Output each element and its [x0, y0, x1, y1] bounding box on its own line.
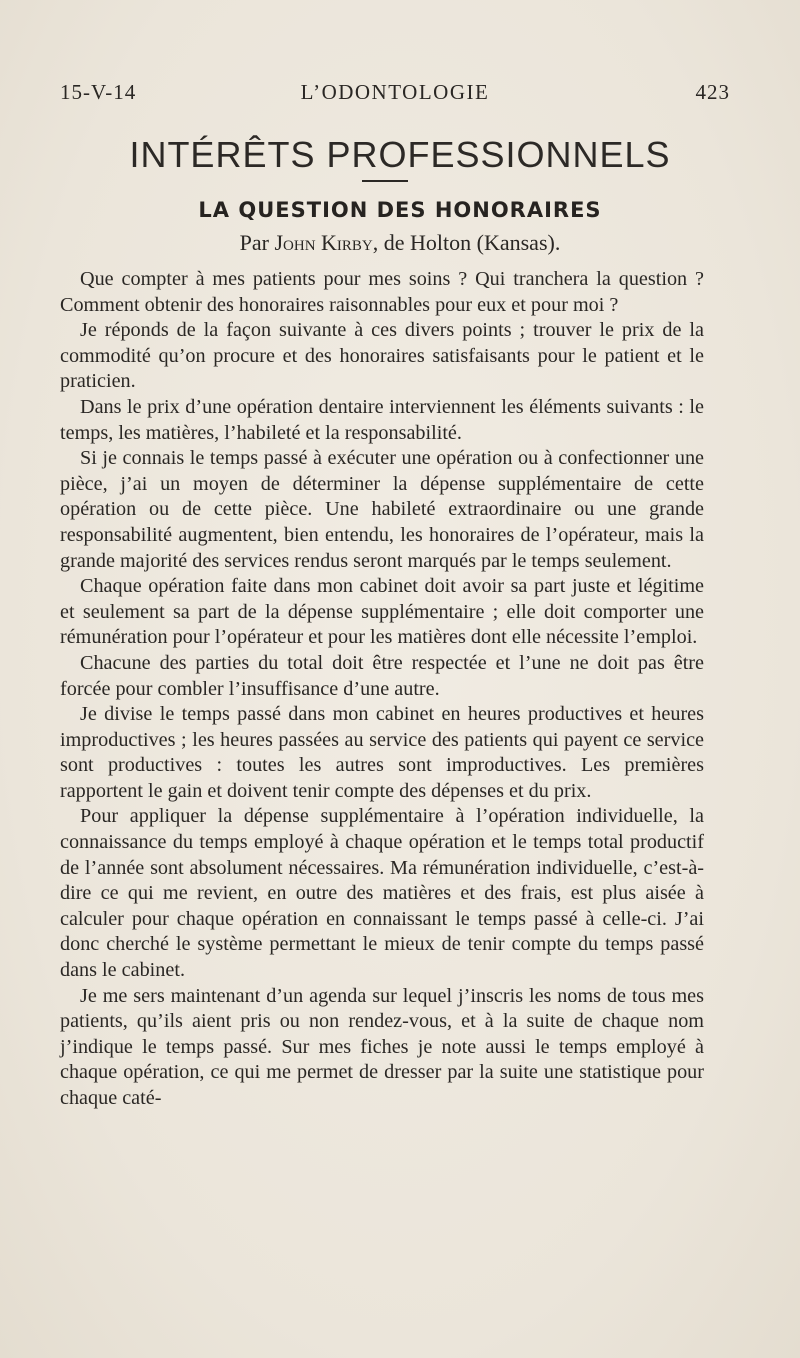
byline [0, 230, 800, 256]
page-number: 423 [695, 80, 730, 104]
issue-date: 15-V-14 [60, 80, 137, 104]
section-title: INTÉRÊTS PROFESSIONNELS [129, 134, 671, 175]
paragraph: Je me sers maintenant d’un agenda sur lequel j’inscris les noms de tous mes patients, qu’ils aient pris ou non rendez-vous, et à la suite de chaque nom j’indique le temps passé. Sur mes fiches je note aussi le temps employé à chaque opération, ce qui me permet de dresser par la suite une statistique pour chaque caté- [60, 984, 704, 1109]
paragraph: Pour appliquer la dépense supplémentaire à l’opération individuelle, la connaissance du temps employé à chaque opération et le temps total productif de l’année sont absolument nécessaires. Ma rémunération individuelle, c’est-à-dire ce qui me revient, en outre des matières et des frais, est plus aisée à calculer pour chaque opération en connaissant le temps passé à celle-ci. J’ai donc cherché le système permettant le mieux de tenir compte du temps passé dans le cabinet. [60, 805, 704, 982]
paragraph: Chaque opération faite dans mon cabinet doit avoir sa part juste et légitime et seulement sa part de la dépense supplémentaire ; elle doit comporter une rémunération pour l’opérateur et pour les matières dont elle nécessite l’emploi. [60, 575, 704, 649]
paragraph: Dans le prix d’une opération dentaire interviennent les éléments suivants : le temps, les matières, l’habileté et la responsabilité. [60, 395, 704, 444]
running-head [60, 80, 730, 110]
paragraph: Que compter à mes patients pour mes soins ? Qui tranchera la question ? Comment obtenir des honoraires raisonnables pour eux et pour moi ? [60, 268, 704, 316]
paragraph: Chacune des parties du total doit être respectée et l’une ne doit pas être forcée pour combler l’insuffisance d’une autre. [60, 651, 704, 700]
article-body [60, 267, 704, 1112]
author-name: John Kirby [274, 230, 373, 255]
byline-prefix: Par [239, 230, 269, 255]
byline-suffix: , de Holton (Kansas). [372, 230, 561, 255]
paragraph: Je réponds de la façon suivante à ces divers points ; trouver le prix de la commodité qu’on procure et des honoraires satisfaisants pour le patient et le praticien. [60, 319, 704, 393]
paragraph: Si je connais le temps passé à exécuter une opération ou à confectionner une pièce, j’ai un moyen de déterminer la dépense supplémentaire de cette opération ou de cette pièce. Une habileté extraordinaire ou une grande responsabilité augmentent, bien entendu, les honoraires de l’opérateur, mais la grande majorité des services rendus seront marqués par le temps seulement. [60, 447, 704, 572]
paragraph: Je divise le temps passé dans mon cabinet en heures productives et heures improductives ; les heures passées au service des patients qui payent ce service sont productives : toutes les autres sont improductives. Les premières rapportent le gain et doivent tenir compte des dépenses et du prix. [60, 703, 704, 802]
title-rule [362, 180, 408, 182]
article-title: LA QUESTION DES HONORAIRES [198, 198, 602, 222]
journal-name: L’ODONTOLOGIE [300, 80, 490, 104]
